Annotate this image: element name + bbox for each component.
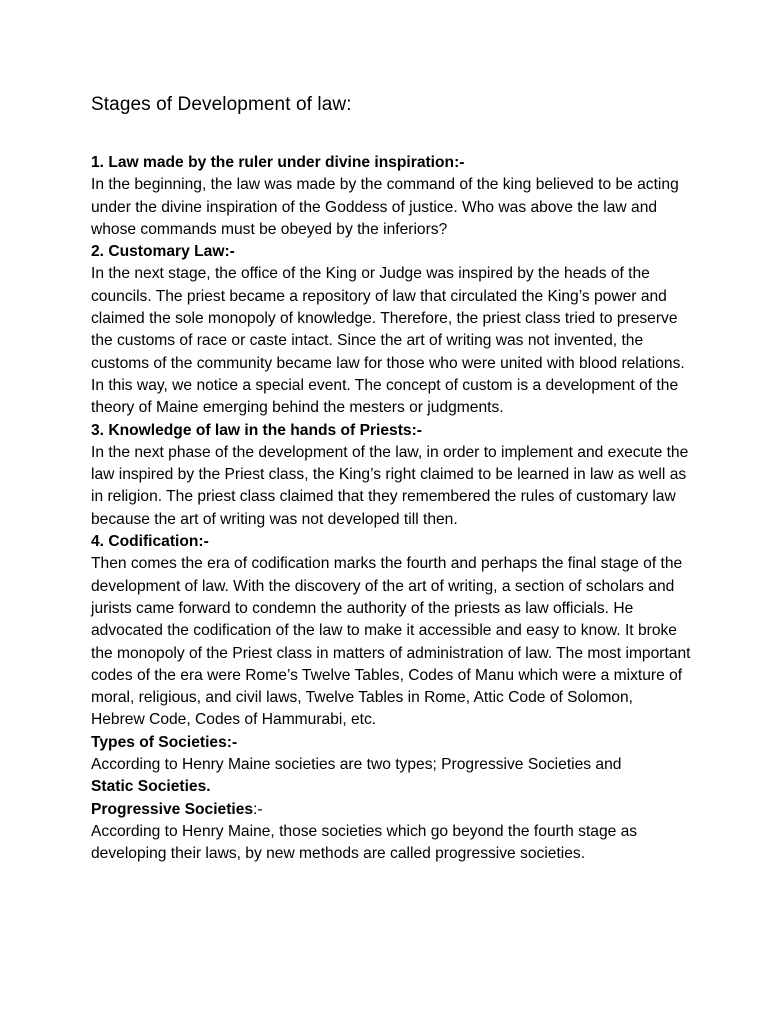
types-body-bold: Static Societies. [91, 778, 211, 796]
section-heading: 4. Codification:- [91, 533, 209, 551]
section-body: In the beginning, the law was made by the command of the king believed to be acting under the divine inspiration of the Goddess of justice. Who was above the law and whose commands must be obeyed by the inferiors? [91, 176, 679, 238]
section-heading: 2. Customary Law:- [91, 243, 235, 261]
section-body: Then comes the era of codification marks the fourth and perhaps the final stage of the development of law. With the discovery of the art of writing, a section of scholars and jurists came forward to condemn the authority of the priests as law officials. He advocated the codification of the law to make it accessible and easy to know. It broke the monopoly of the Priest class in matters of administration of law. The most important codes of the era were Rome’s Twelve Tables, Codes of Manu which were a mixture of moral, religious, and civil laws, Twelve Tables in Rome, Attic Code of Solomon, Hebrew Code, Codes of Hammurabi, etc. [91, 555, 691, 729]
progressive-suffix: :- [253, 800, 263, 818]
section-body: In the next phase of the development of the law, in order to implement and execute the law inspired by the Priest class, the King’s right claimed to be learned in law as well as in religion. The priest class claimed that they remembered the rules of customary law because the art of writing was not developed till then. [91, 443, 689, 528]
section-1 [91, 152, 691, 241]
section-2 [91, 241, 691, 419]
document-page [91, 92, 691, 866]
progressive-heading-line [91, 799, 691, 821]
types-heading: Types of Societies:- [91, 733, 238, 751]
section-4 [91, 531, 691, 732]
progressive-body: According to Henry Maine, those societies which go beyond the fourth stage as developing their laws, by new methods are called progressive societies. [91, 822, 638, 863]
section-heading: 1. Law made by the ruler under divine inspiration:- [91, 154, 465, 171]
document-title: Stages of Development of law: [91, 94, 352, 115]
section-heading: 3. Knowledge of law in the hands of Priests:- [91, 421, 422, 439]
section-body: In the next stage, the office of the King or Judge was inspired by the heads of the councils. The priest became a repository of law that circulated the King’s power and claimed the sole monopoly of knowledge. Therefore, the priest class tried to preserve the customs of race or caste intact. Since the art of writing was not invented, the customs of the community became law for those who were united with blood relations. In this way, we notice a special event. The concept of custom is a development of the theory of Maine emerging behind the mesters or judgments. [91, 265, 685, 417]
section-3 [91, 420, 691, 531]
types-of-societies [91, 732, 691, 799]
types-body-text: According to Henry Maine societies are two types; Progressive Societies and [91, 756, 622, 774]
types-body [91, 754, 691, 799]
progressive-societies [91, 799, 691, 866]
progressive-heading: Progressive Societies [91, 800, 254, 818]
